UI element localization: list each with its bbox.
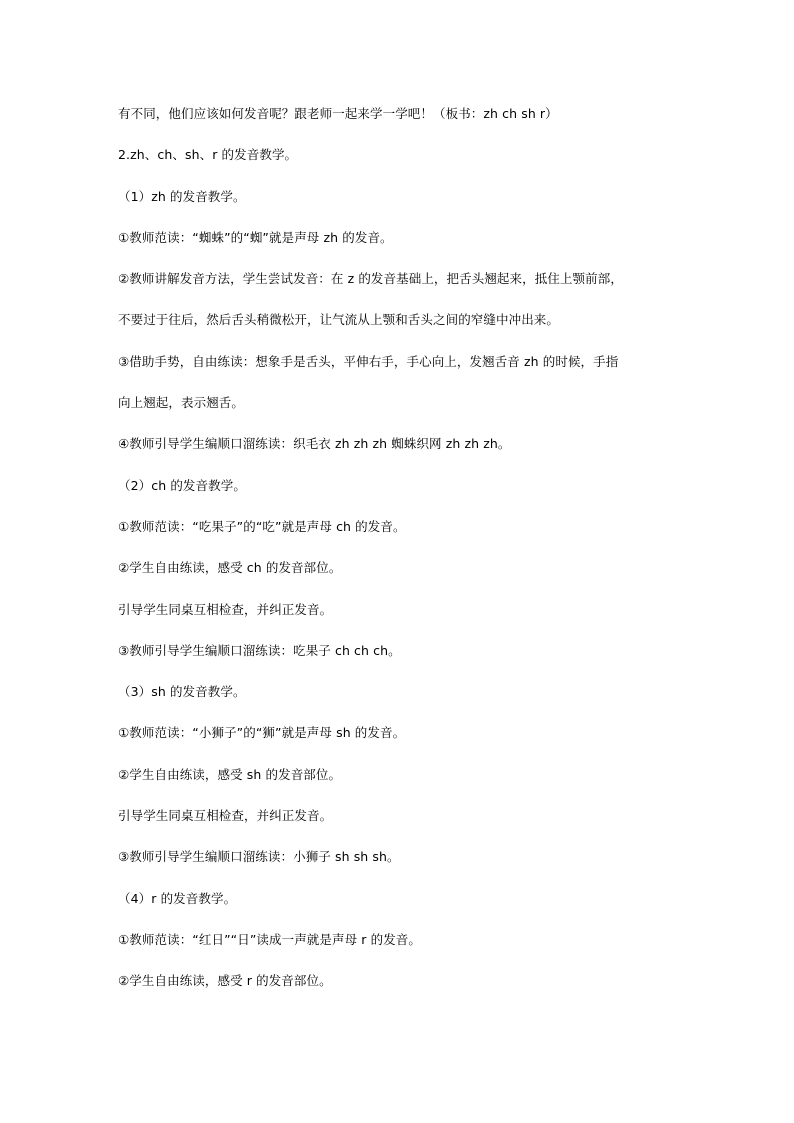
subsection-heading: （1）zh 的发音教学。 (118, 188, 246, 204)
paragraph-line: 不要过于往后，然后舌头稍微松开，让气流从上颚和舌头之间的窄缝中冲出来。 (118, 312, 560, 328)
paragraph-line: 引导学生同桌互相检查，并纠正发音。 (118, 601, 333, 617)
paragraph-line: ③教师引导学生编顺口溜练读：小狮子 sh sh sh。 (118, 849, 400, 865)
paragraph-line: 引导学生同桌互相检查，并纠正发音。 (118, 808, 333, 824)
paragraph-line: ①教师范读：“小狮子”的“狮”就是声母 sh 的发音。 (118, 725, 406, 741)
paragraph-line: ②学生自由练读，感受 r 的发音部位。 (118, 973, 332, 989)
paragraph-line: 向上翘起，表示翘舌。 (118, 395, 245, 411)
paragraph-line: 有不同，他们应该如何发音呢？跟老师一起来学一学吧！（板书：zh ch sh r） (118, 106, 558, 121)
paragraph-line: ④教师引导学生编顺口溜练读：织毛衣 zh zh zh 蜘蛛织网 zh zh zh。 (118, 436, 511, 452)
paragraph-line: ③教师引导学生编顺口溜练读：吃果子 ch ch ch。 (118, 642, 401, 658)
paragraph-line: ①教师范读：“蜘蛛”的“蜘”就是声母 zh 的发音。 (118, 229, 393, 245)
paragraph-line: ③借助手势，自由练读：想象手是舌头，平伸右手，手心向上，发翘舌音 zh 的时候，手指 (118, 353, 619, 369)
paragraph-line: ①教师范读：“吃果子”的“吃”就是声母 ch 的发音。 (118, 518, 406, 534)
section-heading: 2.zh、ch、sh、r 的发音教学。 (118, 147, 298, 163)
document-body (118, 104, 698, 1013)
paragraph-line: ②教师讲解发音方法，学生尝试发音：在 z 的发音基础上，把舌头翘起来，抵住上颚前部， (118, 271, 623, 287)
paragraph-line: ①教师范读：“红日”“日”读成一声就是声母 r 的发音。 (118, 931, 421, 947)
subsection-heading: （3）sh 的发音教学。 (118, 684, 246, 700)
paragraph-line: ②学生自由练读，感受 sh 的发音部位。 (118, 766, 342, 782)
subsection-heading: （4）r 的发音教学。 (118, 890, 237, 906)
subsection-heading: （2）ch 的发音教学。 (118, 477, 246, 493)
paragraph-line: ②学生自由练读，感受 ch 的发音部位。 (118, 560, 342, 576)
